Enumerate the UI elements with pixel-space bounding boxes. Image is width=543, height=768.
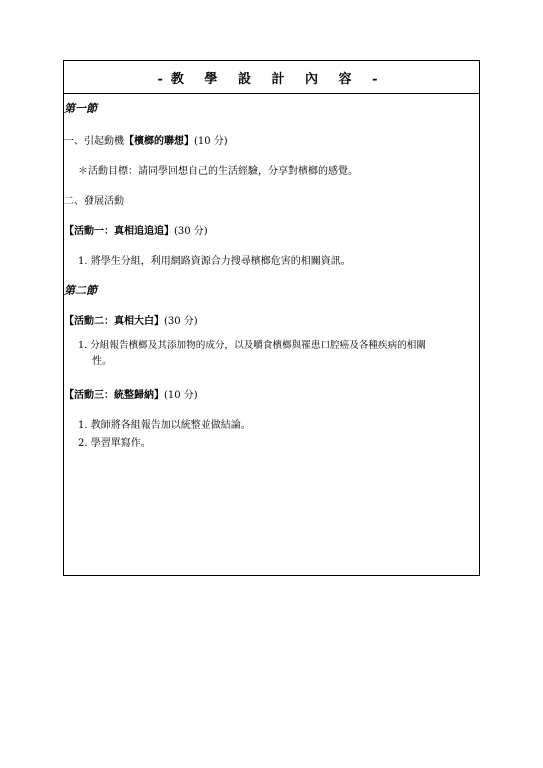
activity-3-item-2: 2. 學習單寫作。 <box>78 438 151 449</box>
intro-activity-name: 【檳榔的聯想】 <box>124 136 194 147</box>
activity-3-time: (10 分) <box>164 390 198 401</box>
activity-3-line <box>64 386 198 401</box>
lesson-design-table <box>63 60 480 576</box>
activity-3-name: 【活動三：統整歸納】 <box>64 390 164 401</box>
activity-1-line <box>64 222 208 237</box>
intro-prefix: 一、引起動機 <box>64 136 124 147</box>
activity-1-name: 【活動一：真相追追追】 <box>64 226 174 237</box>
intro-time: (10 分) <box>194 136 228 147</box>
develop-heading: 二、發展活動 <box>64 196 124 207</box>
activity-2-item <box>78 338 426 370</box>
activity-2-item-line-1: 1. 分組報告檳榔及其添加物的成分，以及嚼食檳榔與罹患口腔癌及各種疾病的相關 <box>78 340 426 351</box>
title-row <box>64 61 479 94</box>
activity-2-line <box>64 312 198 327</box>
page-title: -教 學 設 計 內 容 - <box>157 71 386 87</box>
activity-3-item-1: 1. 教師將各組報告加以統整並做結論。 <box>78 420 251 431</box>
activity-2-item-line-2: 性。 <box>92 356 112 367</box>
activity-1-time: (30 分) <box>174 226 208 237</box>
intro-line <box>64 132 228 147</box>
activity-2-time: (30 分) <box>164 316 198 327</box>
section-1-heading: 第一節 <box>64 102 97 115</box>
section-2-heading: 第二節 <box>64 284 97 297</box>
activity-1-item: 1. 將學生分組，利用網路資源合力搜尋檳榔危害的相關資訊。 <box>78 256 351 267</box>
activity-2-name: 【活動二：真相大白】 <box>64 316 164 327</box>
activity-goal: ＊活動目標：請同學回想自己的生活經驗，分享對檳榔的感覺。 <box>78 166 358 177</box>
